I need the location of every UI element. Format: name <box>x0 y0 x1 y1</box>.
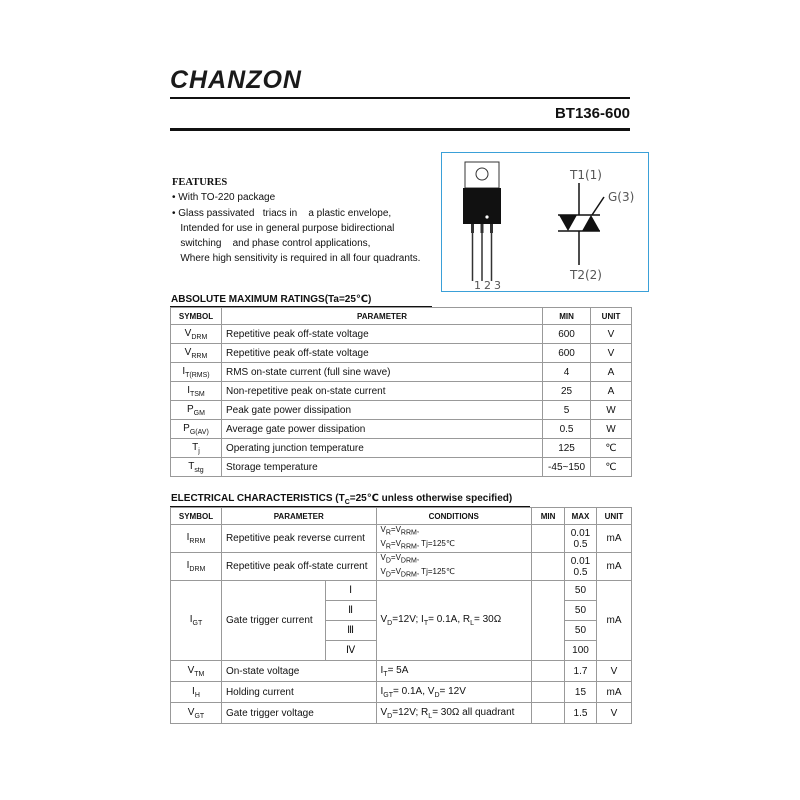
unit-cell: mA <box>596 525 631 553</box>
conditions-cell: $V_D=12V$; $R_L= 30\Omega$ all quadrant <box>376 703 532 724</box>
table-row <box>171 420 632 439</box>
parameter-cell: Average gate power dissipation <box>221 420 542 439</box>
table-header-row <box>171 308 632 325</box>
quadrant-cell: Ⅰ <box>325 581 376 601</box>
col-min: MIN <box>532 508 565 525</box>
table-header-row <box>171 508 632 525</box>
unit-cell: V <box>591 325 632 344</box>
table-row <box>171 661 632 682</box>
parameter-cell: Repetitive peak reverse current <box>221 525 376 553</box>
parameter-cell: Gate trigger voltage <box>221 703 376 724</box>
min-cell: 5 <box>543 401 591 420</box>
table-row <box>171 363 632 382</box>
parameter-cell: Peak gate power dissipation <box>221 401 542 420</box>
symbol-cell: $I_{TSM}$ <box>171 382 222 401</box>
symbol-cell: $V_{GT}$ <box>171 703 222 724</box>
col-conditions: CONDITIONS <box>376 508 532 525</box>
symbol-cell: $I_{RRM}$ <box>171 525 222 553</box>
symbol-cell: $I_{T(RMS)}$ <box>171 363 222 382</box>
min-cell <box>532 661 565 682</box>
t1-label: T1(1) <box>570 168 602 182</box>
parameter-cell: Gate trigger current <box>221 581 325 661</box>
col-parameter: PARAMETER <box>221 508 376 525</box>
symbol-cell: $V_{DRM}$ <box>171 325 222 344</box>
package-diagram <box>441 152 649 292</box>
max-cell: 50 <box>565 601 597 621</box>
table-row <box>171 439 632 458</box>
features-section <box>172 175 420 267</box>
min-cell: 125 <box>543 439 591 458</box>
symbol-cell: $I_{DRM}$ <box>171 553 222 581</box>
unit-cell: V <box>591 344 632 363</box>
unit-cell: W <box>591 420 632 439</box>
max-cell: 0.01 0.5 <box>565 525 597 553</box>
conditions-cell: $V_D=V_{DRM}$, $V_D=V_{DRM}$, Tj=125℃ <box>376 553 532 581</box>
min-cell <box>532 553 565 581</box>
feature-line: switching and phase control applications, <box>172 238 371 250</box>
max-cell: 50 <box>565 621 597 641</box>
table-row <box>171 382 632 401</box>
symbol-cell: $T_{stg}$ <box>171 458 222 477</box>
unit-cell: A <box>591 382 632 401</box>
symbol-cell: $I_H$ <box>171 682 222 703</box>
parameter-cell: Holding current <box>221 682 376 703</box>
min-cell: 600 <box>543 325 591 344</box>
header-rule-bottom <box>170 128 630 131</box>
conditions-cell: $I_{GT}= 0.1A$, $V_D= 12V$ <box>376 682 532 703</box>
package-diagram-svg <box>442 153 648 291</box>
min-cell: 0.5 <box>543 420 591 439</box>
conditions-cell: $V_R=V_{RRM}$, $V_R=V_{RRM}$, Tj=125℃ <box>376 525 532 553</box>
header-rule-top <box>170 97 630 99</box>
symbol-cell: $P_{GM}$ <box>171 401 222 420</box>
max-cell: 0.01 0.5 <box>565 553 597 581</box>
abs-max-table <box>170 307 632 477</box>
conditions-cell: $I_T= 5A$ <box>376 661 532 682</box>
symbol-cell: $T_j$ <box>171 439 222 458</box>
min-cell: 600 <box>543 344 591 363</box>
unit-cell: mA <box>596 553 631 581</box>
table-row <box>171 325 632 344</box>
table-row <box>171 581 632 601</box>
table-row <box>171 344 632 363</box>
max-cell: 15 <box>565 682 597 703</box>
col-parameter: PARAMETER <box>221 308 542 325</box>
col-symbol: SYMBOL <box>171 508 222 525</box>
parameter-cell: Repetitive peak off-state current <box>221 553 376 581</box>
brand-logo: CHANZON <box>170 66 302 94</box>
col-symbol: SYMBOL <box>171 308 222 325</box>
unit-cell: ℃ <box>591 458 632 477</box>
conditions-cell: $V_D=12V$; $I_T= 0.1A$, $R_L= 30\Omega$ <box>376 581 532 661</box>
symbol-cell: $V_{TM}$ <box>171 661 222 682</box>
feature-line: • With TO-220 package <box>172 192 276 204</box>
parameter-cell: RMS on-state current (full sine wave) <box>221 363 542 382</box>
unit-cell: V <box>596 661 631 682</box>
symbol-cell: $P_{G(AV)}$ <box>171 420 222 439</box>
feature-line: Intended for use in general purpose bidirectional <box>172 222 395 234</box>
part-number: BT136-600 <box>554 105 630 122</box>
features-title: FEATURES <box>172 177 228 188</box>
t2-label: T2(2) <box>570 268 602 282</box>
table-row <box>171 525 632 553</box>
col-max: MAX <box>565 508 597 525</box>
parameter-cell: Storage temperature <box>221 458 542 477</box>
elec-title: ELECTRICAL CHARACTERISTICS ($T_C=25℃$ unless otherwise specified) <box>171 493 513 506</box>
table-row <box>171 703 632 724</box>
quadrant-cell: Ⅱ <box>325 601 376 621</box>
quadrant-cell: Ⅳ <box>325 641 376 661</box>
to220-package-icon <box>463 162 501 281</box>
unit-cell: W <box>591 401 632 420</box>
min-cell: -45~150 <box>543 458 591 477</box>
max-cell: 50 <box>565 581 597 601</box>
abs-max-title: ABSOLUTE MAXIMUM RATINGS(Ta=25℃) <box>171 294 372 305</box>
max-cell: 100 <box>565 641 597 661</box>
parameter-cell: Repetitive peak off-state voltage <box>221 344 542 363</box>
feature-line: Where high sensitivity is required in all four quadrants. <box>172 253 421 265</box>
min-cell: 4 <box>543 363 591 382</box>
min-cell: 25 <box>543 382 591 401</box>
triac-symbol-icon <box>558 168 634 282</box>
parameter-cell: Operating junction temperature <box>221 439 542 458</box>
pin-labels: 123 <box>474 279 504 291</box>
min-cell <box>532 581 565 661</box>
min-cell <box>532 525 565 553</box>
parameter-cell: Repetitive peak off-state voltage <box>221 325 542 344</box>
elec-table <box>170 507 632 724</box>
symbol-cell: $I_{GT}$ <box>171 581 222 661</box>
unit-cell: ℃ <box>591 439 632 458</box>
parameter-cell: On-state voltage <box>221 661 376 682</box>
min-cell <box>532 703 565 724</box>
table-row <box>171 401 632 420</box>
parameter-cell: Non-repetitive peak on-state current <box>221 382 542 401</box>
min-cell <box>532 682 565 703</box>
max-cell: 1.5 <box>565 703 597 724</box>
gate-label: G(3) <box>608 190 635 204</box>
max-cell: 1.7 <box>565 661 597 682</box>
symbol-cell: $V_{RRM}$ <box>171 344 222 363</box>
unit-cell: mA <box>596 581 631 661</box>
quadrant-cell: Ⅲ <box>325 621 376 641</box>
table-row <box>171 682 632 703</box>
table-row <box>171 553 632 581</box>
col-min: MIN <box>543 308 591 325</box>
col-unit: UNIT <box>591 308 632 325</box>
unit-cell: mA <box>596 682 631 703</box>
feature-line: • Glass passivated triacs in a plastic envelope, <box>172 207 392 219</box>
table-row <box>171 458 632 477</box>
unit-cell: V <box>596 703 631 724</box>
col-unit: UNIT <box>596 508 631 525</box>
unit-cell: A <box>591 363 632 382</box>
